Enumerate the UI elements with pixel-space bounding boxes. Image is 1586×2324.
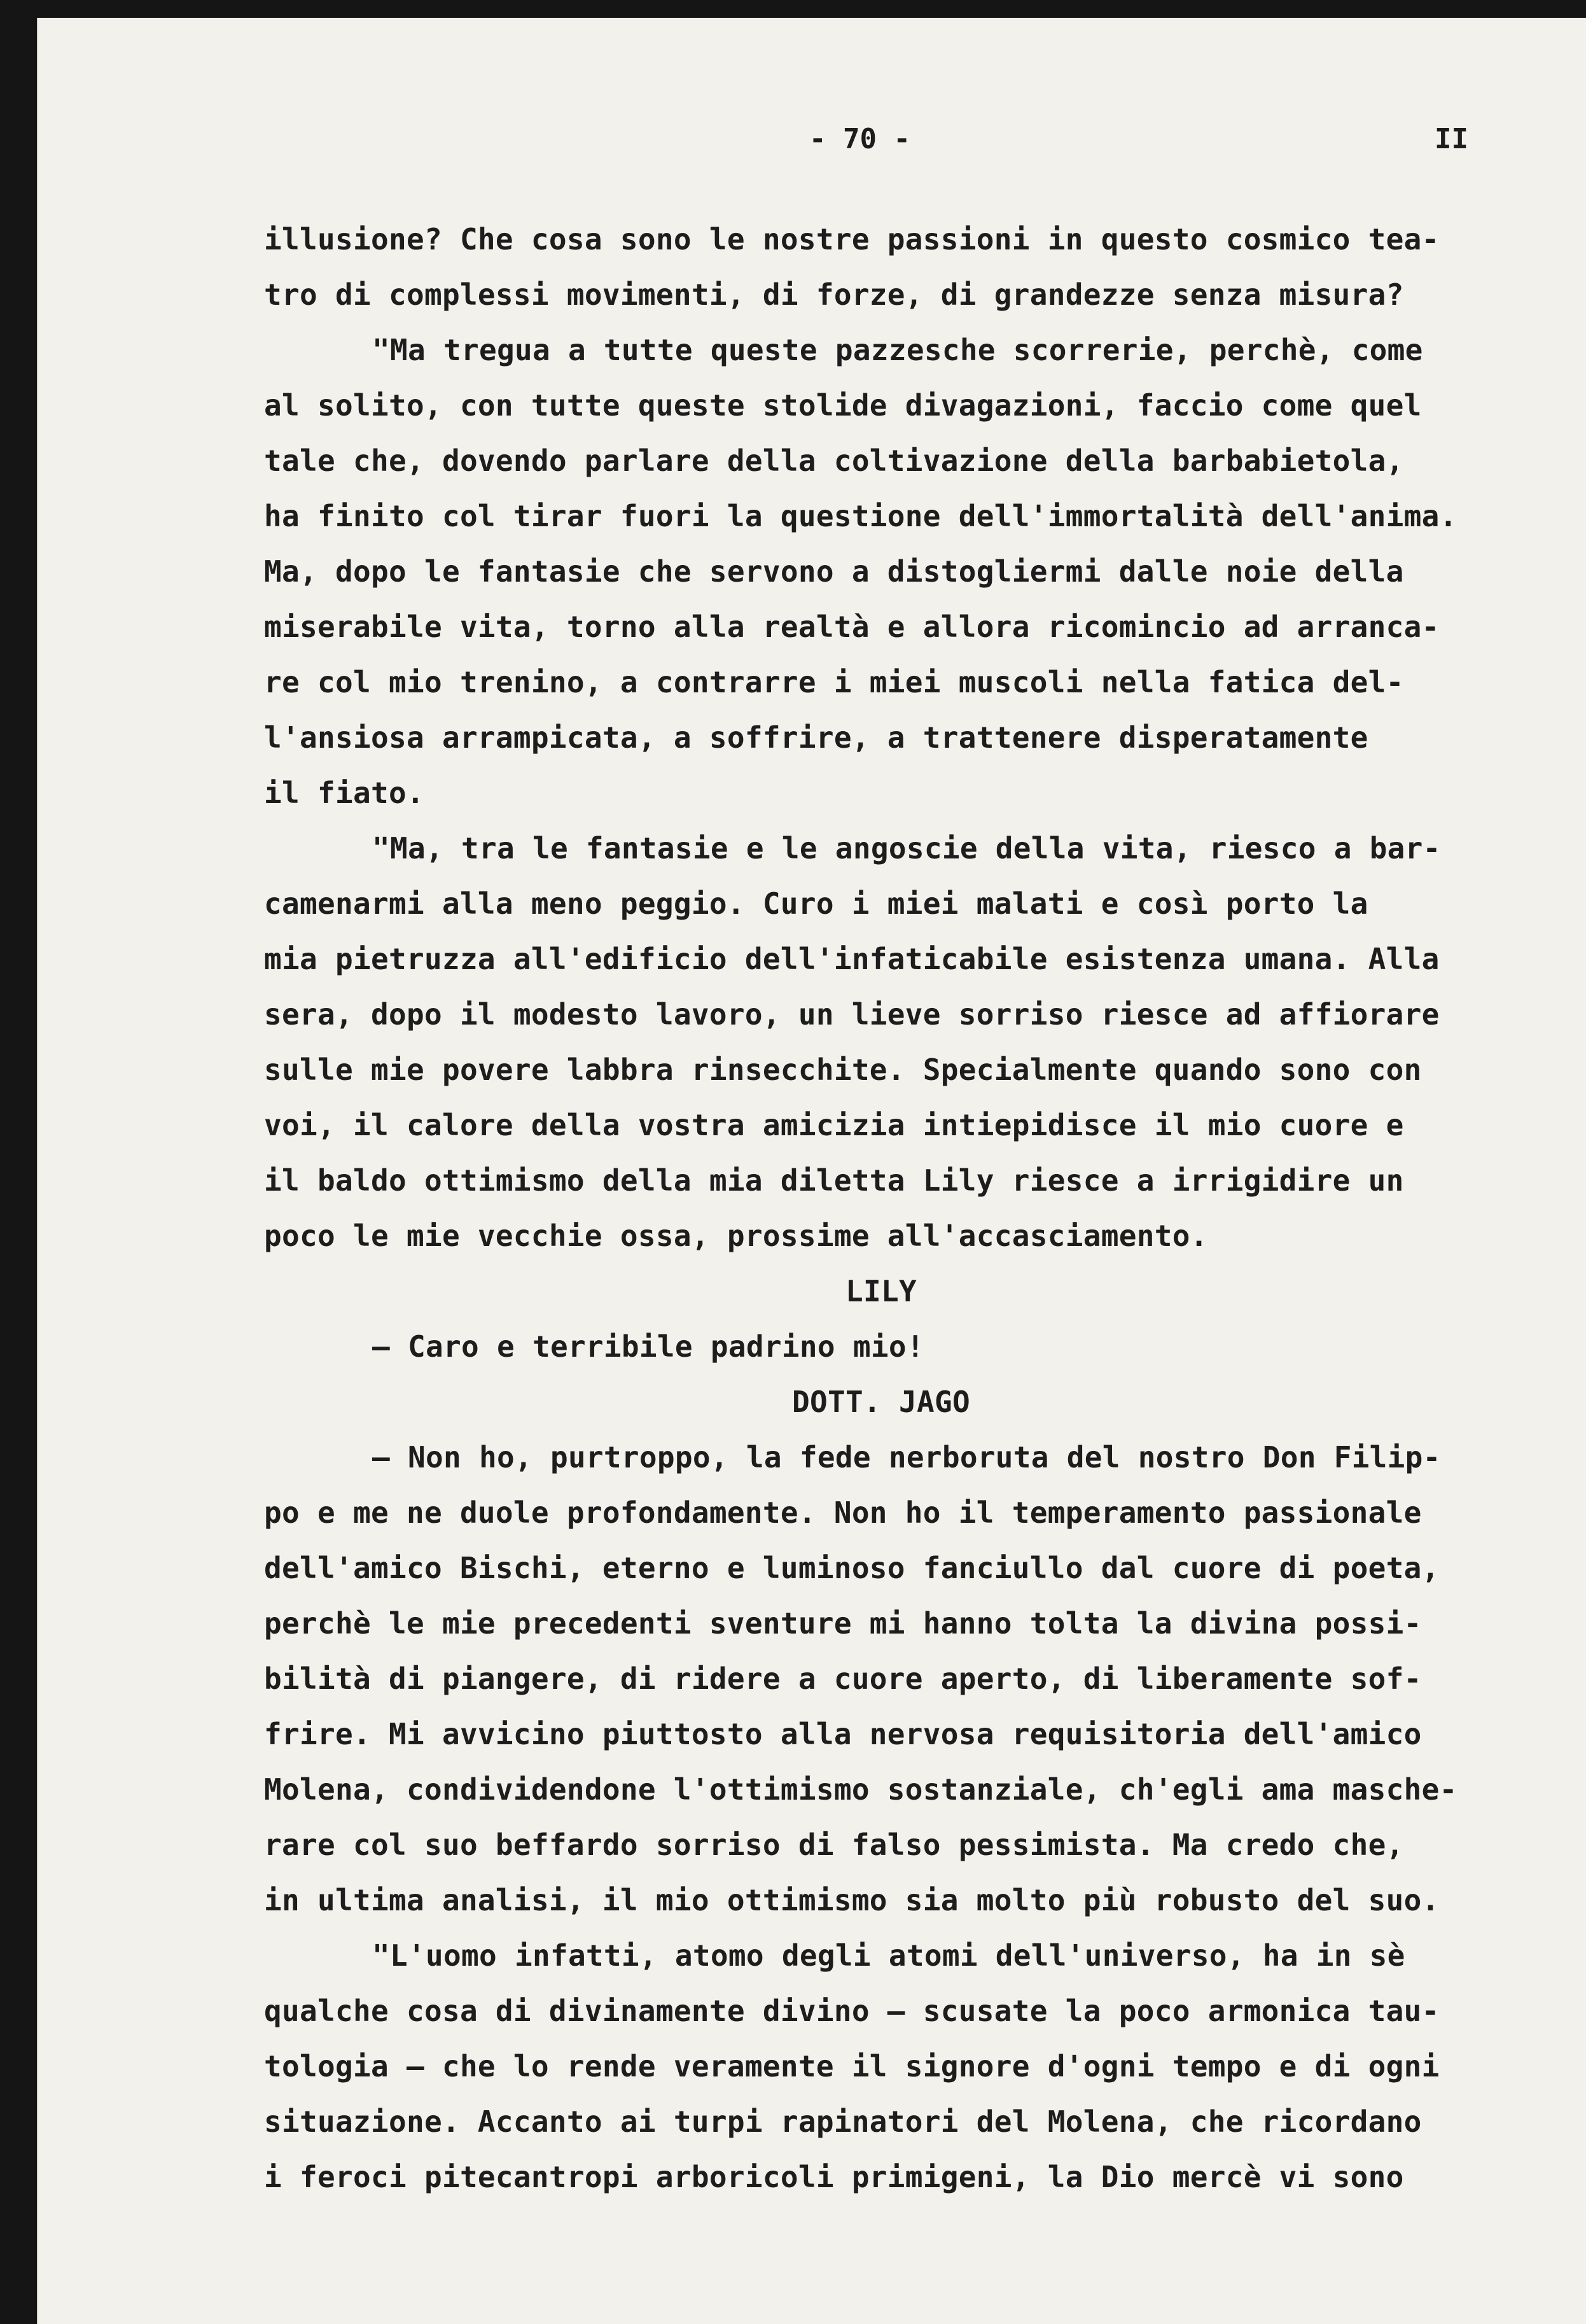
text-line: sera, dopo il modesto lavoro, un lieve sorriso riesce ad affiorare [264, 997, 1440, 1032]
page-number: - 70 - [809, 123, 910, 155]
speaker-name: DOTT. JAGO [792, 1385, 970, 1419]
text-line: "Ma tregua a tutte queste pazzesche scorrerie, perchè, come [372, 333, 1423, 367]
text-line: Molena, condividendone l'ottimismo sostanziale, ch'egli ama masche- [264, 1772, 1457, 1807]
text-line: qualche cosa di divinamente divino — scusate la poco armonica tau- [264, 1994, 1440, 2028]
text-line: tologia — che lo rende veramente il signore d'ogni tempo e di ogni [264, 2049, 1440, 2083]
text-line: bilità di piangere, di ridere a cuore aperto, di liberamente sof- [264, 1662, 1422, 1696]
text-line: l'ansiosa arrampicata, a soffrire, a trattenere disperatamente [264, 720, 1368, 755]
text-line: frire. Mi avvicino piuttosto alla nervosa requisitoria dell'amico [264, 1717, 1422, 1751]
speaker-name: LILY [845, 1274, 917, 1308]
page-header [38, 123, 1586, 161]
text-line: rare col suo beffardo sorriso di falso pessimista. Ma credo che, [264, 1828, 1404, 1862]
text-line: illusione? Che cosa sono le nostre passioni in questo cosmico tea- [264, 222, 1440, 256]
text-line: perchè le mie precedenti sventure mi hanno tolta la divina possi- [264, 1606, 1422, 1641]
text-line: ha finito col tirar fuori la questione dell'immortalità dell'anima. [264, 499, 1457, 533]
text-line: po e me ne duole profondamente. Non ho il temperamento passionale [264, 1495, 1422, 1530]
text-line: situazione. Accanto ai turpi rapinatori del Molena, che ricordano [264, 2104, 1422, 2139]
text-line: al solito, con tutte queste stolide divagazioni, faccio come quel [264, 388, 1422, 423]
text-line: il fiato. [264, 776, 424, 810]
text-line: tro di complessi movimenti, di forze, di grandezze senza misura? [264, 277, 1404, 312]
text-line: dell'amico Bischi, eterno e luminoso fanciullo dal cuore di poeta, [264, 1551, 1440, 1585]
text-line: in ultima analisi, il mio ottimismo sia molto più robusto del suo. [264, 1883, 1440, 1917]
text-line: "L'uomo infatti, atomo degli atomi dell'universo, ha in sè [372, 1938, 1405, 1973]
section-number: II [1435, 123, 1468, 155]
text-line: mia pietruzza all'edificio dell'infaticabile esistenza umana. Alla [264, 942, 1440, 976]
text-line: tale che, dovendo parlare della coltivazione della barbabietola, [264, 444, 1404, 478]
document-page [37, 18, 1586, 2324]
dialog-line: — Non ho, purtroppo, la fede nerboruta del nostro Don Filip- [372, 1440, 1441, 1474]
dialog-line: — Caro e terribile padrino mio! [372, 1329, 924, 1364]
text-line: voi, il calore della vostra amicizia intiepidisce il mio cuore e [264, 1108, 1404, 1142]
text-line: sulle mie povere labbra rinsecchite. Specialmente quando sono con [264, 1053, 1422, 1087]
text-line: poco le mie vecchie ossa, prossime all'accasciamento. [264, 1219, 1208, 1253]
text-line: re col mio trenino, a contrarre i miei muscoli nella fatica del- [264, 665, 1404, 699]
text-line: miserabile vita, torno alla realtà e allora ricomincio ad arranca- [264, 610, 1440, 644]
body-text [264, 212, 1586, 2205]
text-line: il baldo ottimismo della mia diletta Lily riesce a irrigidire un [264, 1163, 1404, 1198]
text-line: "Ma, tra le fantasie e le angoscie della vita, riesco a bar- [372, 831, 1441, 865]
text-line: i feroci pitecantropi arboricoli primigeni, la Dio mercè vi sono [264, 2160, 1404, 2194]
text-line: Ma, dopo le fantasie che servono a distogliermi dalle noie della [264, 554, 1404, 589]
text-line: camenarmi alla meno peggio. Curo i miei malati e così porto la [264, 886, 1368, 921]
